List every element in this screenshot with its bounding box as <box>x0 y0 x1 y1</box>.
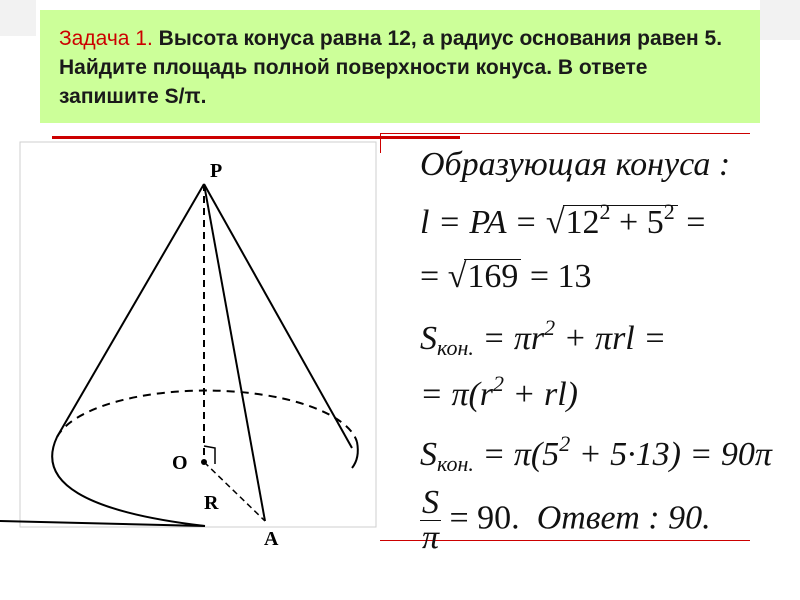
task-statement <box>59 24 744 111</box>
line1-exp-b: 2 <box>663 199 675 224</box>
label-a: A <box>264 528 279 550</box>
label-o: O <box>172 452 188 474</box>
line3-sub: кон. <box>437 335 474 360</box>
line1-exp-a: 2 <box>599 199 611 224</box>
solution-panel <box>406 140 772 570</box>
line4-exp: 2 <box>493 371 505 396</box>
line5-head: = π(5 <box>473 436 560 473</box>
line3-rhs: = πr <box>473 320 545 357</box>
center-point <box>201 459 207 465</box>
solution-line-4 <box>420 371 578 414</box>
line6-fraction <box>420 486 441 555</box>
solution-heading: Образующая конуса : <box>420 146 731 183</box>
line2-head: = <box>420 258 448 295</box>
line5-s: S <box>420 436 437 473</box>
line6-answer: Ответ : 90. <box>536 499 711 537</box>
figure-frame <box>20 142 376 527</box>
divider-thin <box>380 133 750 134</box>
line3-rest: + πrl = <box>555 320 667 357</box>
line1-lhs: l = PA = <box>420 204 546 241</box>
task-box <box>40 10 760 123</box>
line1-plus: + 5 <box>610 204 664 241</box>
divider-thick <box>52 136 460 139</box>
solution-line-1: l = PA = $√12^2 + 5^2$ = <box>420 199 706 241</box>
line1-tail: = <box>677 204 706 241</box>
line2-radicand: 169 <box>464 259 521 294</box>
corner-square-right <box>760 0 800 40</box>
cone-figure <box>0 140 380 560</box>
line2-tail: = 13 <box>521 258 592 295</box>
label-r: R <box>204 492 219 514</box>
line3-exp: 2 <box>544 315 556 340</box>
line4-text: = π(r <box>420 376 494 413</box>
solution-line-5 <box>420 431 772 476</box>
line3-s: S <box>420 320 437 357</box>
label-p: P <box>210 160 223 182</box>
corner-square-left <box>0 0 36 36</box>
line6-eq: = 90. <box>441 499 520 537</box>
line1-a: 12 <box>565 204 600 241</box>
line5-rest: + 5·13) = 90π <box>570 436 772 473</box>
solution-line-2: = √169 = 13 <box>420 258 592 295</box>
line5-sub: кон. <box>437 451 474 476</box>
line1-radical <box>563 199 678 241</box>
line5-exp: 2 <box>559 431 571 456</box>
divider-vertical <box>380 133 381 153</box>
solution-line-3 <box>420 315 667 360</box>
line6-den: π <box>421 519 440 556</box>
task-label: Задача 1. <box>59 27 153 50</box>
line4-rest: + rl) <box>504 376 578 413</box>
task-body: Высота конуса равна 12, а радиус основания равен 5. Найдите площадь полной поверхности конуса. В ответе запишите S/π. <box>59 27 723 108</box>
line6-num: S <box>422 484 439 521</box>
solution-line-6 <box>420 486 711 555</box>
